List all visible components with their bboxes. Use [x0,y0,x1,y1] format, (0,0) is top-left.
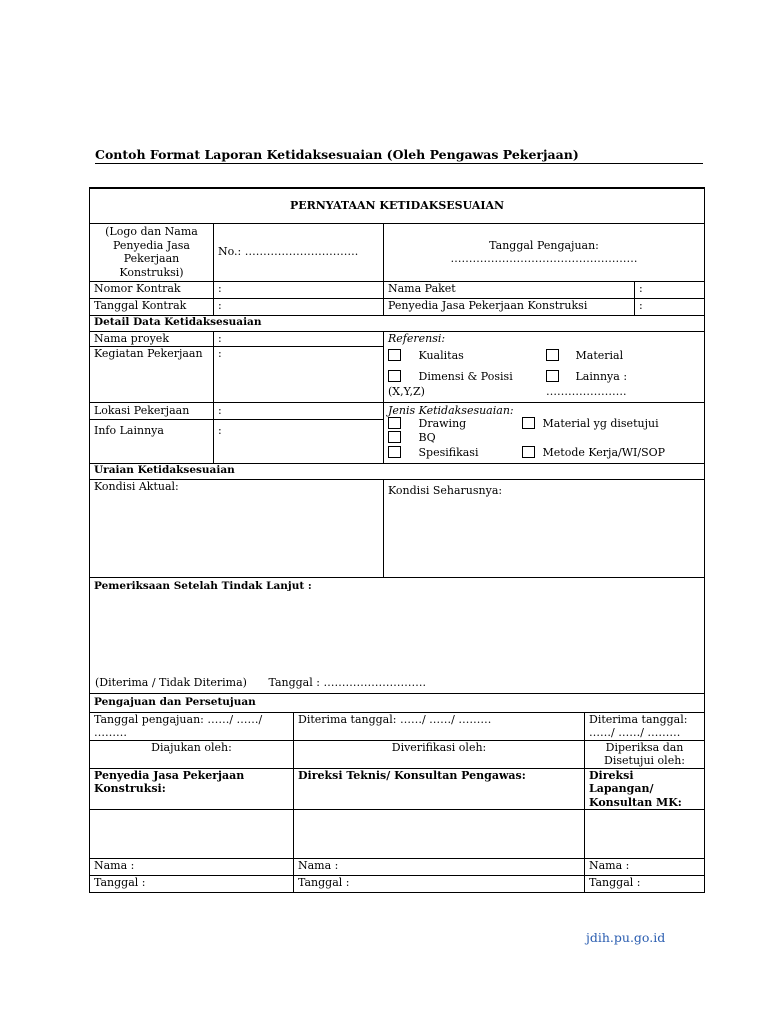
drawing-checkbox[interactable] [388,417,401,429]
follow-up-inspection-cell[interactable] [90,577,705,693]
contract-number-value[interactable]: : [214,281,384,298]
work-location-label: Lokasi Pekerjaan [90,402,214,419]
work-method-checkbox[interactable] [522,446,535,458]
submission-date-dots: …………………………………………… [450,252,638,265]
inspection-date[interactable]: Tanggal : ………………………. [268,676,426,689]
field-director-date-field[interactable]: Tanggal : [585,876,705,893]
follow-up-inspection-header: Pemeriksaan Setelah Tindak Lanjut : [94,579,312,592]
received-date-line-2[interactable]: Diterima tanggal: ……/ ……/ ……… [585,712,705,740]
dimensi-label: Dimensi & Posisi [418,369,513,383]
contract-date-value[interactable]: : [214,298,384,315]
package-name-label: Nama Paket [384,281,635,298]
reference-cell [384,331,705,402]
detail-section-header: Detail Data Ketidaksesuaian [90,315,705,331]
spesifikasi-label: Spesifikasi [418,445,479,459]
material-label: Material [575,348,624,362]
kualitas-label: Kualitas [418,348,464,362]
contractor-value[interactable]: : [635,298,705,315]
submission-date-field[interactable] [384,223,705,281]
approved-material-checkbox[interactable] [522,417,535,429]
field-director-name-field[interactable]: Nama : [585,859,705,876]
kualitas-checkbox[interactable] [388,349,401,361]
document-number-field[interactable]: No.: …………………………. [214,223,384,281]
expected-condition-field[interactable]: Kondisi Seharusnya: [384,479,705,577]
acceptance-status[interactable]: (Diterima / Tidak Diterima) [95,676,247,689]
lainnya-checkbox[interactable] [546,370,559,382]
logo-placeholder: (Logo dan Nama Penyedia Jasa Pekerjaan Konstruksi) [90,223,214,281]
other-info-label: Info Lainnya [90,419,214,463]
contractor-signature-area[interactable] [90,810,294,859]
form-title: PERNYATAAN KETIDAKSESUAIAN [90,188,705,223]
submission-date-label: Tanggal Pengajuan: [489,238,599,252]
bq-checkbox[interactable] [388,431,401,443]
actual-condition-field[interactable]: Kondisi Aktual: [90,479,384,577]
approved-by-label: Diperiksa dan Disetujui oleh: [585,740,705,768]
drawing-label: Drawing [418,416,467,430]
verified-by-label: Diverifikasi oleh: [294,740,585,768]
contract-date-label: Tanggal Kontrak [90,298,214,315]
work-activity-value[interactable]: : [214,346,384,402]
nonconformity-form [89,187,705,893]
project-name-value[interactable]: : [214,331,384,346]
material-checkbox[interactable] [546,349,559,361]
submission-date-line[interactable]: Tanggal pengajuan: ……/ ……/ ……… [90,712,294,740]
submitted-by-label: Diajukan oleh: [90,740,294,768]
contractor-date-field[interactable]: Tanggal : [90,876,294,893]
nonconformity-type-cell [384,402,705,463]
description-section-header: Uraian Ketidaksesuaian [90,463,705,479]
field-director-signatory-title: Direksi Lapangan/ Konsultan MK: [585,768,705,810]
package-name-value[interactable]: : [635,281,705,298]
reference-label: Referensi: [388,331,446,345]
contractor-name-field[interactable]: Nama : [90,859,294,876]
lainnya-dots[interactable]: …………………. [546,384,627,398]
field-director-signature-area[interactable] [585,810,705,859]
other-info-value[interactable]: : [214,419,384,463]
nonconformity-type-label: Jenis Ketidaksesuaian: [388,403,514,417]
supervisor-name-field[interactable]: Nama : [294,859,585,876]
source-website-link[interactable]: jdih.pu.go.id [586,930,666,945]
work-activity-label: Kegiatan Pekerjaan [90,346,214,402]
dimensi-checkbox[interactable] [388,370,401,382]
lainnya-label: Lainnya : [575,369,628,383]
xyz-label: (X,Y,Z) [388,384,425,398]
work-location-value[interactable]: : [214,402,384,419]
work-method-label: Metode Kerja/WI/SOP [542,445,666,459]
spesifikasi-checkbox[interactable] [388,446,401,458]
bq-label: BQ [418,430,436,444]
supervisor-signatory-title: Direksi Teknis/ Konsultan Pengawas: [294,768,585,810]
approved-material-label: Material yg disetujui [542,416,659,430]
supervisor-date-field[interactable]: Tanggal : [294,876,585,893]
project-name-label: Nama proyek [90,331,214,346]
contract-number-label: Nomor Kontrak [90,281,214,298]
document-heading: Contoh Format Laporan Ketidaksesuaian (Oleh Pengawas Pekerjaan) [95,147,703,164]
supervisor-signature-area[interactable] [294,810,585,859]
contractor-signatory-title: Penyedia Jasa Pekerjaan Konstruksi: [90,768,294,810]
received-date-line-1[interactable]: Diterima tanggal: ……/ ……/ ……… [294,712,585,740]
approval-section-header: Pengajuan dan Persetujuan [90,693,705,712]
contractor-label: Penyedia Jasa Pekerjaan Konstruksi [384,298,635,315]
